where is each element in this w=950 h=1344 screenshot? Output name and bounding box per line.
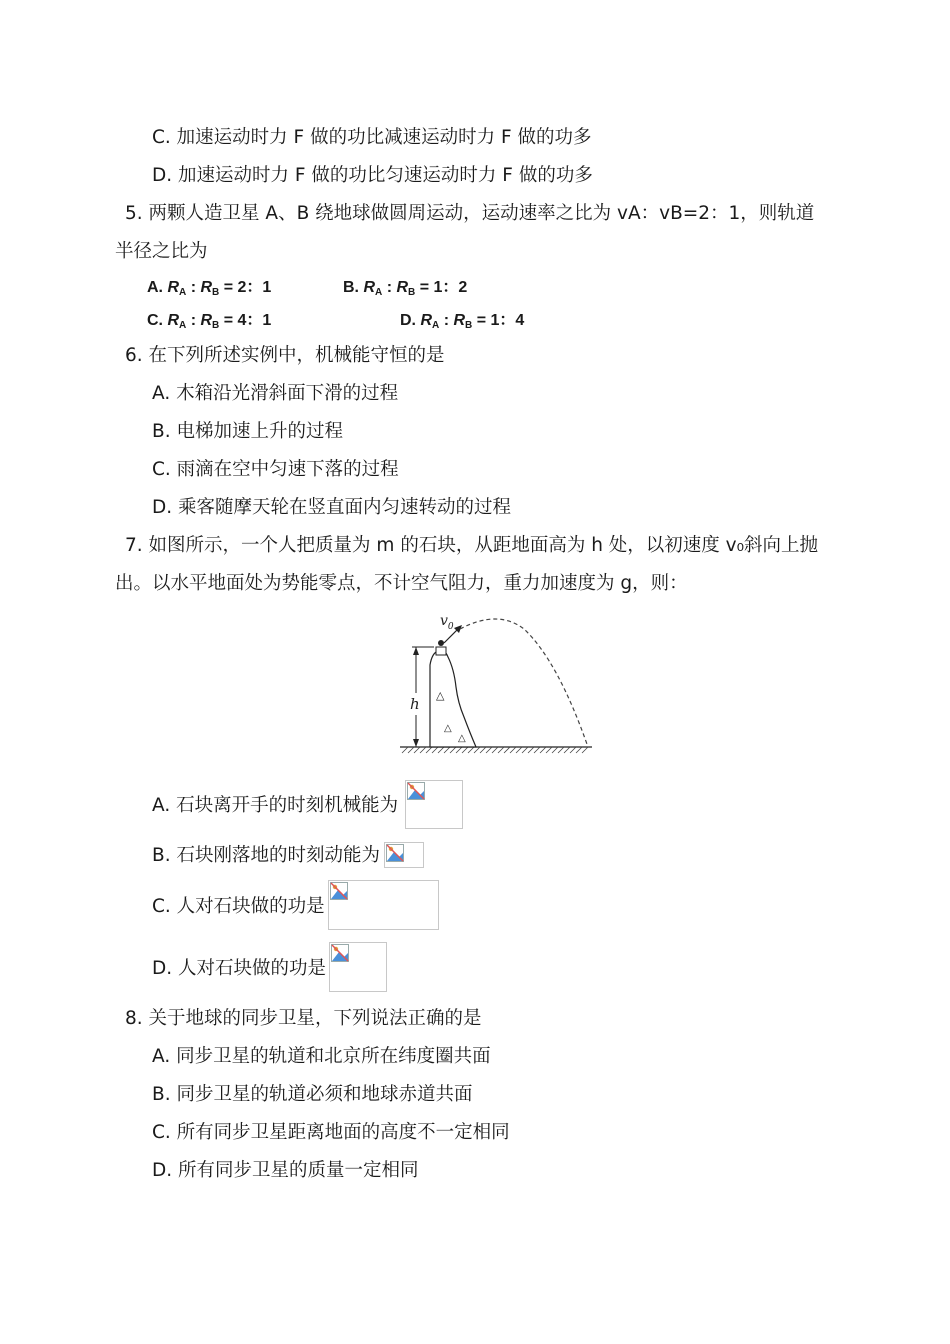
q7-option-a-formula-image	[405, 780, 463, 829]
q5-option-a: A. $R_A$ : $R_B = 2$：1	[147, 279, 272, 298]
q6-option-a: A. 木箱沿光滑斜面下滑的过程	[152, 383, 399, 404]
q6-option-b: B. 电梯加速上升的过程	[152, 421, 343, 442]
q7-option-d: D. 人对石块做的功是	[152, 958, 327, 979]
q7-option-c: C. 人对石块做的功是	[152, 896, 325, 917]
q5-option-b: B. $R_A$ : $R_B = 1$：2	[343, 279, 468, 298]
svg-text:△: △	[436, 689, 445, 702]
q6-stem: 6. 在下列所述实例中，机械能守恒的是	[125, 345, 445, 366]
broken-image-icon	[407, 782, 425, 800]
q7-option-b: B. 石块刚落地的时刻动能为	[152, 845, 380, 866]
q7-option-a: A. 石块离开手的时刻机械能为	[152, 795, 399, 816]
q7-stem-line1: 7. 如图所示，一个人把质量为 m 的石块，从距地面高为 h 处，以初速度 v₀斜向上抛	[125, 535, 819, 556]
q8-stem: 8. 关于地球的同步卫星，下列说法正确的是	[125, 1008, 482, 1029]
projectile-figure	[398, 607, 598, 763]
q7-option-c-formula-image	[328, 880, 439, 930]
broken-image-icon	[331, 944, 349, 962]
q5-option-d: D. $R_A$ : $R_B = 1$：4	[400, 312, 525, 331]
height-label: h	[410, 695, 420, 713]
svg-text:△: △	[458, 733, 466, 744]
q6-option-d: D. 乘客随摩天轮在竖直面内匀速转动的过程	[152, 497, 512, 518]
q7-option-d-formula-image	[329, 942, 387, 992]
q4-option-d: D. 加速运动时力 F 做的功比匀速运动时力 F 做的功多	[152, 165, 593, 186]
q7-option-b-formula-image	[384, 842, 424, 868]
q7-stem-line2: 出。以水平地面处为势能零点，不计空气阻力，重力加速度为 g，则：	[115, 573, 688, 594]
q5-stem-line2: 半径之比为	[115, 241, 208, 262]
q8-option-b: B. 同步卫星的轨道必须和地球赤道共面	[152, 1084, 473, 1105]
broken-image-icon	[330, 882, 348, 900]
q5-option-c: C. $R_A$ : $R_B = 4$：1	[147, 312, 272, 331]
q8-option-c: C. 所有同步卫星距离地面的高度不一定相同	[152, 1122, 510, 1143]
q8-option-d: D. 所有同步卫星的质量一定相同	[152, 1160, 419, 1181]
broken-image-icon	[386, 844, 404, 862]
q4-option-c: C. 加速运动时力 F 做的功比减速运动时力 F 做的功多	[152, 127, 592, 148]
q8-option-a: A. 同步卫星的轨道和北京所在纬度圈共面	[152, 1046, 491, 1067]
svg-text:△: △	[444, 723, 452, 734]
q6-option-c: C. 雨滴在空中匀速下落的过程	[152, 459, 399, 480]
q5-stem-line1: 5. 两颗人造卫星 A、B 绕地球做圆周运动，运动速率之比为 vA：vB=2：1，则轨道	[125, 203, 815, 224]
velocity-label: $v_0$	[440, 613, 454, 632]
